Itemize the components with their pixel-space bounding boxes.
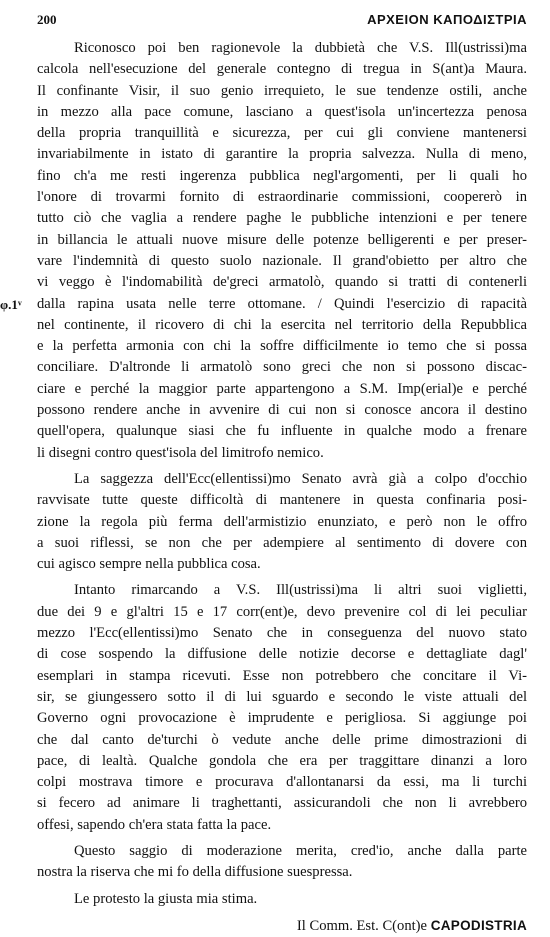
text-line: zione la regola più ferma dell'armistizio enunziato, e però non le offro <box>37 513 527 530</box>
signature <box>37 915 527 936</box>
text-line: della propria tranquillità e sicurezza, per cui gli conviene mantenersi <box>37 125 527 142</box>
text-line: e la perfetta armonia con chi la soffre difficilmente io temo che si possa <box>37 338 527 355</box>
text-line: vi veggo è l'indomabilità de'greci armatolò, quando si tratti di contenerli <box>37 274 527 291</box>
text-line: possono rendere anche in avvenire di cui non si conosce ancora il destino <box>37 402 527 419</box>
text-line: l'onore di trovarmi fornito di estraordinarie commissioni, coopererò in <box>37 189 527 206</box>
text-line: invariabilmente in istato di garantire la propria salvezza. Nulla di meno, <box>37 146 527 163</box>
text-line: sir, se giungessero sotto il di lui sguardo e secondo le viste attuali del <box>37 688 527 705</box>
running-title: ΑΡΧΕΙΟΝ ΚΑΠΟΔΙΣΤΡΙΑ <box>367 12 527 27</box>
signature-prefix: Il Comm. Est. C(ont)e <box>296 917 431 934</box>
text-line: tutto ciò che vaglia a rendere paghe le pubbliche intenzioni e per tenere <box>37 210 527 227</box>
page-header <box>0 6 550 28</box>
document-body <box>0 38 527 936</box>
text-line: La saggezza dell'Ecc(ellentissi)mo Senato avrà già a colpo d'occhio <box>74 470 527 487</box>
text-line: offesi, sapendo ch'era stata fatta la pace. <box>37 816 272 833</box>
text-line: dalla rapina usata nelle terre ottomane. / Quindi l'esercizio di rapacità φ.1ᵛ <box>37 294 527 315</box>
text-line: Riconosco poi ben ragionevole la dubbietà che V.S. Ill(ustrissi)ma <box>74 40 527 56</box>
text-line: nostra la riserva che mi fo della diffusione suespressa. <box>37 864 353 881</box>
text-line: fino ch'a me resti ingerenza pubblica negl'argomenti, per li quali ho <box>37 167 527 184</box>
text-line: due dei 9 e gl'altri 15 e 17 corr(ent)e, devo prevenire col di lei peculiar <box>37 603 527 620</box>
text-line: ravvisate tutte queste difficoltà di mantenere in questa confinaria posi- <box>37 492 527 509</box>
text-line: Intanto rimarcando a V.S. Ill(ustrissi)ma li altri suoi viglietti, <box>74 582 527 599</box>
text-line: in mezzo alla pace comune, lasciano a quest'isola un'incertezza penosa <box>37 103 527 120</box>
text-line: li disegni contro quest'isola del limitrofo nemico. <box>37 444 324 461</box>
text-line: che dal canto de'turchi ò vedute anche delle prime dimostrazioni di <box>37 731 527 748</box>
text-line: mezzo l'Ecc(ellentissi)mo Senato che in conseguenza del nuovo stato <box>37 625 527 642</box>
text-line: cui agisco sempre nella pubblica cosa. <box>37 556 261 573</box>
page-number: 200 <box>37 12 57 27</box>
marginal-folio-note: φ.1ᵛ <box>0 296 22 312</box>
text-line: quell'opera, qualunque siasi che fu influente in qualche modo a frenare <box>37 423 527 440</box>
text-line: esemplari in stampa ricevuti. Esse non potrebbero che concitare il Vi- <box>37 667 527 684</box>
text-line: nel continente, il ricovero di chi la esercita nel territorio della Repubblica <box>37 316 527 333</box>
text-line: ciare e perché la maggior parte appartengono a S.M. Imp(erial)e e perché <box>37 380 527 397</box>
text-line: a suoi riflessi, se non che per adempiere al sentimento di dovere con <box>37 534 527 551</box>
text-line: pace, di lealtà. Qualche gondola che era per traggittare dinanzi a loro <box>37 752 527 769</box>
text-line: Le protesto la giusta mia stima. <box>74 890 258 907</box>
text-line: Questo saggio di moderazione merita, cred'io, anche dalla parte <box>74 842 527 859</box>
signature-name: CAPODISTRIA <box>430 917 527 933</box>
text-line: si fecero ad animare li traghettanti, assicurandoli che non li avrebbero <box>37 795 527 812</box>
text-line: di cose sospendo la diffusione delle notizie decorse e dettagliate dagl' <box>37 646 527 663</box>
text-line: colpi mostrava timore e procurava d'allontanarsi da essi, ma li turchi <box>37 774 527 791</box>
text-line: conciliare. D'altronde li armatolò sono greci che non si possono discac- <box>37 359 527 376</box>
text-line: Governo ogni provocazione è imprudente e perigliosa. Si aggiunge poi <box>37 710 527 727</box>
text-line: Il confinante Visir, il suo genio irrequieto, le sue tendenze ostili, anche <box>37 82 527 99</box>
text-line: calcola nell'esecuzione del generale contegno di tregua in S(ant)a Maura. <box>37 61 527 78</box>
text-line: in billancia le attuali nuove misure delle potenze belligerenti e per preser- <box>37 231 527 248</box>
text-line: vare l'indemnità di questo suolo nazionale. Il grand'obietto per altro che <box>37 252 527 269</box>
